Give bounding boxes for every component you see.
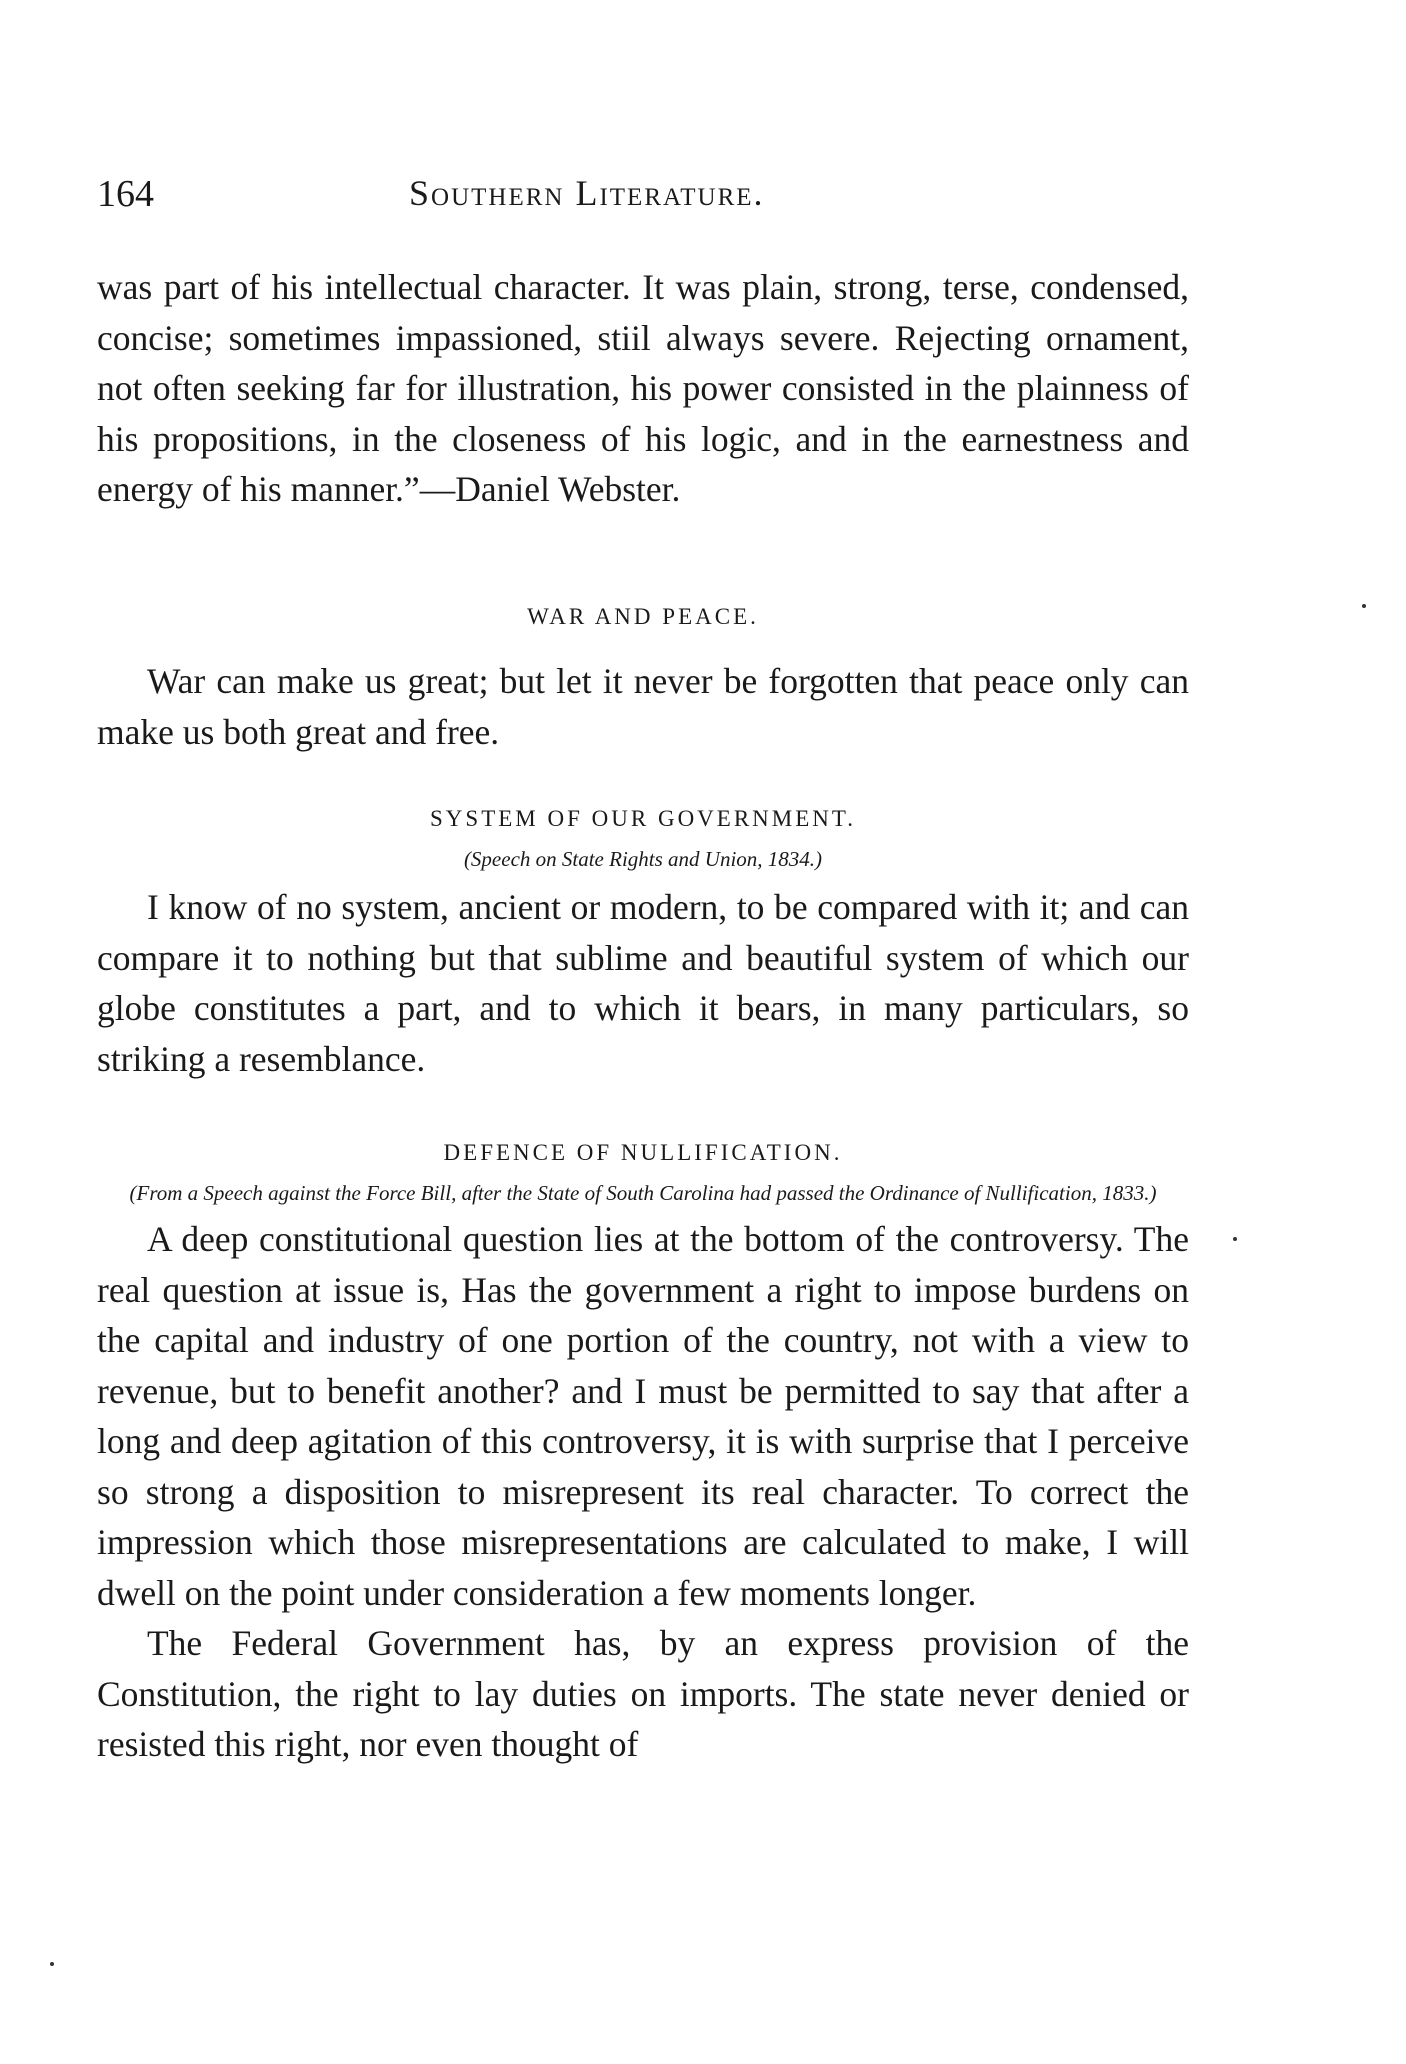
section-heading: SYSTEM OF OUR GOVERNMENT. [430, 806, 856, 831]
scan-speck [1362, 604, 1366, 608]
running-title: Southern Literature. [409, 173, 765, 213]
section-war-and-peace [97, 604, 1189, 757]
paragraph: War can make us great; but let it never be forgotten that peace only can make us both great and free. [97, 661, 1189, 752]
scan-speck [1233, 1237, 1237, 1241]
section-heading: DEFENCE OF NULLIFICATION. [443, 1140, 843, 1165]
section-citation: (Speech on State Rights and Union, 1834.) [463, 847, 823, 871]
section-webster-quote [97, 262, 1189, 515]
page-number: 164 [97, 173, 154, 215]
running-head [97, 172, 1189, 222]
paragraph: was part of his intellectual character. It was plain, strong, terse, condensed, concise; sometimes impassioned, stiil always severe. Rejecting ornament, not often seeking far for illustration, his power consisted in the plainness of his propositions, in the closeness of his logic, and in the earnestness and energy of his manner.”—Daniel Webster. [97, 267, 1189, 509]
section-system-of-government [97, 806, 1189, 1084]
section-heading: WAR AND PEACE. [527, 604, 759, 629]
section-citation: (From a Speech against the Force Bill, after the State of South Carolina had passed the Ordinance of Nullification, 1833.) [129, 1181, 1157, 1205]
paragraph: I know of no system, ancient or modern, to be compared with it; and can compare it to nothing but that sublime and beautiful system of which our globe constitutes a part, and to which it bears, in many particulars, so striking a resemblance. [97, 887, 1189, 1079]
paragraph: A deep constitutional question lies at the bottom of the controversy. The real question at issue is, Has the government a right to impose burdens on the capital and industry of one portion of the country, not with a view to revenue, but to benefit another? and I must be permitted to say that after a long and deep agitation of this controversy, it is with surprise that I perceive so strong a disposition to misrepresent its real character. To correct the impression which those misrepresentations are calculated to make, I will dwell on the point under consideration a few moments longer. [97, 1219, 1189, 1613]
paragraph: The Federal Government has, by an express provision of the Constitution, the right to lay duties on imports. The state never denied or resisted this right, nor even thought of [97, 1623, 1189, 1764]
scan-speck [50, 1962, 54, 1966]
section-defence-of-nullification [97, 1140, 1189, 1770]
